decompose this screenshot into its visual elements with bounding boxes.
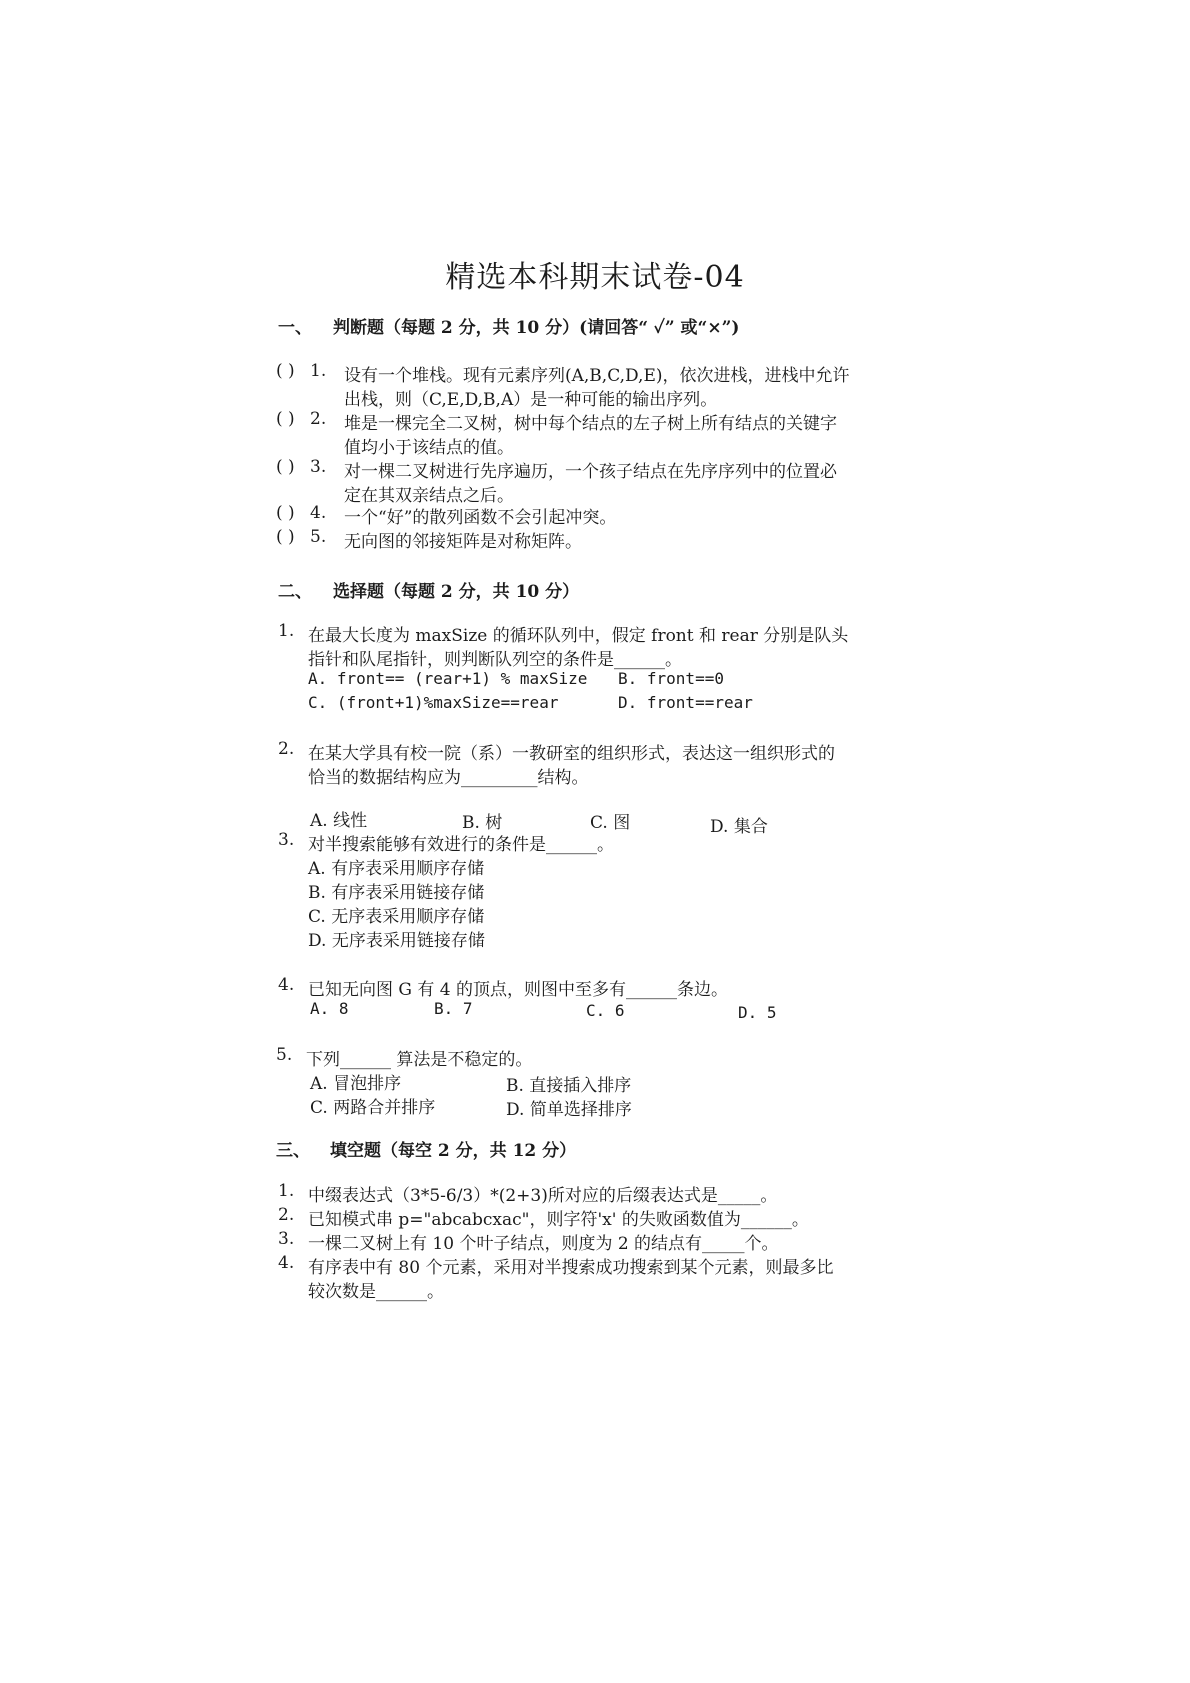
option-b: B. front==0 [618,669,724,688]
question-text: 中缀表达式（3*5-6/3）*(2+3)所对应的后缀表达式是_____。 [308,1186,778,1206]
question-text: 值均小于该结点的值。 [344,438,514,458]
question-number: 3. [310,457,327,477]
question-number: 2. [278,739,295,759]
option-b: B. 直接插入排序 [506,1076,632,1096]
section1-heading: 判断题（每题 2 分，共 10 分）(请回答“ ✓” 或“×”) [333,318,740,338]
section3-heading: 填空题（每空 2 分，共 12 分） [330,1141,577,1161]
option-c: C. (front+1)%maxSize==rear [308,693,559,712]
option-c: C. 6 [586,1001,625,1020]
option-b: B. 有序表采用链接存储 [308,883,485,903]
question-text: 在某大学具有校一院（系）一教研室的组织形式，表达这一组织形式的 [308,744,835,764]
option-a: A. 冒泡排序 [310,1074,402,1094]
question-text: 恰当的数据结构应为_________结构。 [308,768,589,788]
option-a: A. 线性 [310,811,368,831]
option-c: C. 两路合并排序 [310,1098,436,1118]
question-number: 5. [310,527,327,547]
question-number: 3. [278,830,295,850]
option-d: D. 无序表采用链接存储 [308,931,485,951]
option-c: C. 无序表采用顺序存储 [308,907,485,927]
question-text: 一个“好”的散列函数不会引起冲突。 [344,508,617,528]
option-d: D. 简单选择排序 [506,1100,632,1120]
question-number: 4. [278,975,295,995]
option-b: B. 7 [434,999,473,1018]
answer-paren: ( ) [276,409,295,429]
question-text: 对一棵二叉树进行先序遍历，一个孩子结点在先序序列中的位置必 [344,462,837,482]
question-number: 2. [278,1205,295,1225]
section2-heading: 选择题（每题 2 分，共 10 分） [333,582,580,602]
page-title: 精选本科期末试卷-04 [445,260,745,295]
question-number: 1. [278,621,295,641]
question-number: 1. [278,1181,295,1201]
question-text: 已知模式串 p="abcabcxac"，则字符'x' 的失败函数值为______。 [308,1210,809,1230]
section3-number: 三、 [276,1141,310,1161]
question-text: 出栈，则（C,E,D,B,A）是一种可能的输出序列。 [344,390,718,410]
question-text: 定在其双亲结点之后。 [344,486,514,506]
answer-paren: ( ) [276,361,295,381]
question-text: 指针和队尾指针，则判断队列空的条件是______。 [308,650,682,670]
question-number: 4. [310,503,327,523]
question-number: 2. [310,409,327,429]
question-number: 1. [310,361,327,381]
option-b: B. 树 [462,813,503,833]
option-a: A. front== (rear+1) % maxSize [308,669,588,688]
question-text: 下列______ 算法是不稳定的。 [306,1050,533,1070]
option-d: D. front==rear [618,693,753,712]
answer-paren: ( ) [276,457,295,477]
question-text: 在最大长度为 maxSize 的循环队列中，假定 front 和 rear 分别是队头 [308,626,849,646]
section2-number: 二、 [278,582,312,602]
option-a: A. 有序表采用顺序存储 [308,859,485,879]
section1-number: 一、 [278,318,312,338]
question-text: 堆是一棵完全二叉树，树中每个结点的左子树上所有结点的关键字 [344,414,837,434]
question-number: 5. [276,1045,293,1065]
option-a: A. 8 [310,999,349,1018]
answer-paren: ( ) [276,527,295,547]
question-text: 已知无向图 G 有 4 的顶点，则图中至多有______条边。 [308,980,729,1000]
question-text: 无向图的邻接矩阵是对称矩阵。 [344,532,582,552]
question-text: 设有一个堆栈。现有元素序列(A,B,C,D,E)，依次进栈，进栈中允许 [344,366,850,386]
question-text: 对半搜索能够有效进行的条件是______。 [308,835,614,855]
option-d: D. 集合 [710,817,768,837]
question-text: 有序表中有 80 个元素，采用对半搜索成功搜索到某个元素，则最多比 [308,1258,834,1278]
answer-paren: ( ) [276,503,295,523]
option-d: D. 5 [738,1003,777,1022]
question-number: 3. [278,1229,295,1249]
question-number: 4. [278,1253,295,1273]
question-text: 较次数是______。 [308,1282,444,1302]
option-c: C. 图 [590,813,631,833]
question-text: 一棵二叉树上有 10 个叶子结点，则度为 2 的结点有_____个。 [308,1234,779,1254]
